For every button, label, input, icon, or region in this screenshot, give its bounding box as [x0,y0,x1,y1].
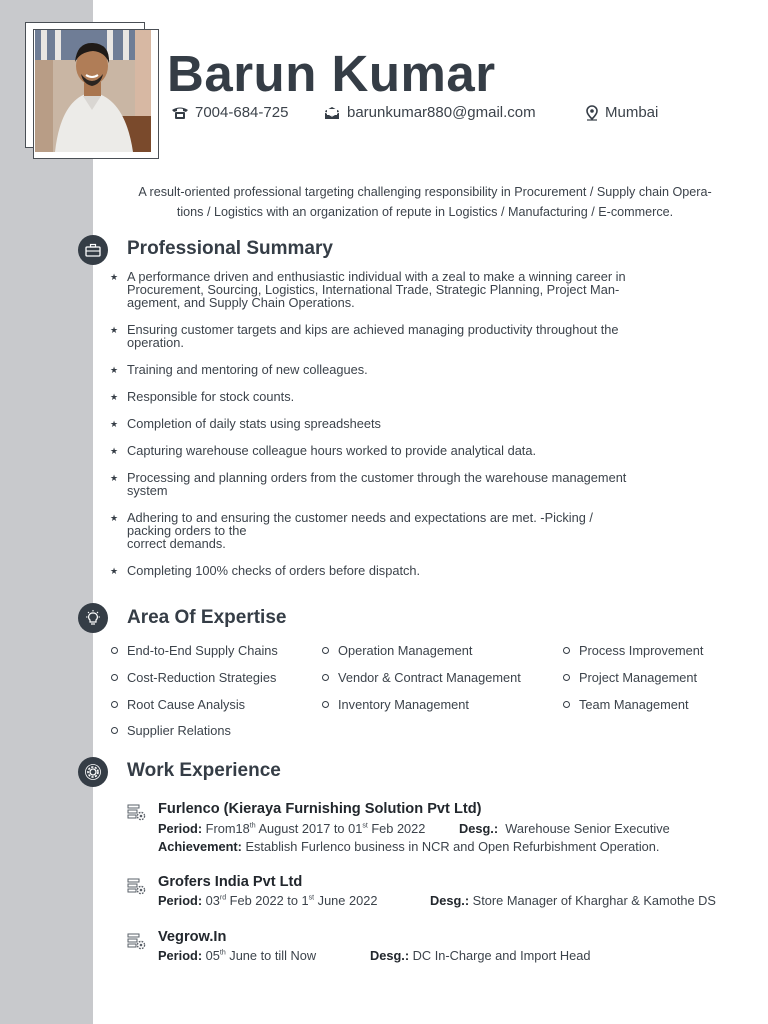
job-period: Period: From18th August 2017 to 01st Feb 2022 [158,821,426,836]
list-item: ★ A performance driven and enthusiastic individual with a zeal to make a winning career in Procurement, Sourcing, Logistics, International Trade, Strategic Planning, Project Man- agement, and Supply Chain Operations. [110,269,626,310]
job-achievement: Achievement: Establish Furlenco business in NCR and Open Refurbishment Operation. [158,839,660,854]
profile-photo [35,30,151,152]
list-item: ★ Completing 100% checks of orders before dispatch. [110,563,421,578]
star-bullet-icon: ★ [110,392,119,402]
section-title-work: Work Experience [127,760,281,781]
job-period: Period: 05th June to till Now [158,948,317,963]
star-bullet-icon: ★ [110,513,119,523]
career-objective: A result-oriented professional targeting challenging responsibility in Procurement / Supply chain Opera- tions / Logistics with an organization of repute in Logistics / Manufacturing / E-commerce. [138,185,712,219]
expertise-item: Process Improvement [563,643,703,658]
location-text: Mumbai [605,104,659,121]
expertise-item: Root Cause Analysis [111,697,245,712]
phone-contact[interactable] [171,104,288,121]
email-contact[interactable] [323,104,536,121]
star-bullet-icon: ★ [110,325,119,335]
company-gear-icon [127,876,147,896]
expertise-item: Project Management [563,670,697,685]
job-company: Vegrow.In [158,929,227,945]
expertise-item: Cost-Reduction Strategies [111,670,276,685]
location-pin-icon [585,105,599,121]
candidate-name: Barun Kumar [167,45,496,102]
job-designation: Desg.: Store Manager of Kharghar & Kamothe DS [430,893,716,908]
phone-number: 7004-684-725 [195,104,289,121]
job-designation: Desg.: DC In-Charge and Import Head [370,948,591,963]
expertise-item: Vendor & Contract Management [322,670,521,685]
list-item: ★ Completion of daily stats using spreadsheets [110,416,381,431]
expertise-item: End-to-End Supply Chains [111,643,278,658]
star-bullet-icon: ★ [110,272,119,282]
job-designation: Desg.: Warehouse Senior Executive [459,821,670,836]
list-item: ★ Ensuring customer targets and kips are achieved managing productivity throughout the operation. [110,322,619,350]
company-gear-icon [127,802,147,822]
star-bullet-icon: ★ [110,473,119,483]
list-item: ★ Capturing warehouse colleague hours worked to provide analytical data. [110,443,537,458]
star-bullet-icon: ★ [110,446,119,456]
expertise-item: Supplier Relations [111,723,231,738]
lightbulb-icon [78,603,108,633]
expertise-item: Operation Management [322,643,472,658]
job-period: Period: 03rd Feb 2022 to 1st June 2022 [158,893,378,908]
email-address: barunkumar880@gmail.com [347,104,536,121]
briefcase-icon [78,235,108,265]
summary-list [110,270,690,591]
envelope-icon [323,106,341,120]
job-company: Grofers India Pvt Ltd [158,874,303,890]
list-item: ★ Responsible for stock counts. [110,389,295,404]
gear-icon [78,757,108,787]
section-title-expertise: Area Of Expertise [127,607,287,628]
job-company: Furlenco (Kieraya Furnishing Solution Pvt Ltd) [158,801,482,817]
star-bullet-icon: ★ [110,365,119,375]
list-item: ★ Adhering to and ensuring the customer needs and expectations are met. -Picking / packing orders to the correct demands. [110,510,593,551]
location-contact [585,104,658,121]
phone-icon [171,106,189,120]
expertise-item: Team Management [563,697,689,712]
list-item: ★ Training and mentoring of new colleagues. [110,362,368,377]
company-gear-icon [127,931,147,951]
list-item: ★ Processing and planning orders from the customer through the warehouse management system [110,470,627,498]
star-bullet-icon: ★ [110,419,119,429]
star-bullet-icon: ★ [110,566,119,576]
expertise-item: Inventory Management [322,697,469,712]
section-title-summary: Professional Summary [127,238,333,259]
